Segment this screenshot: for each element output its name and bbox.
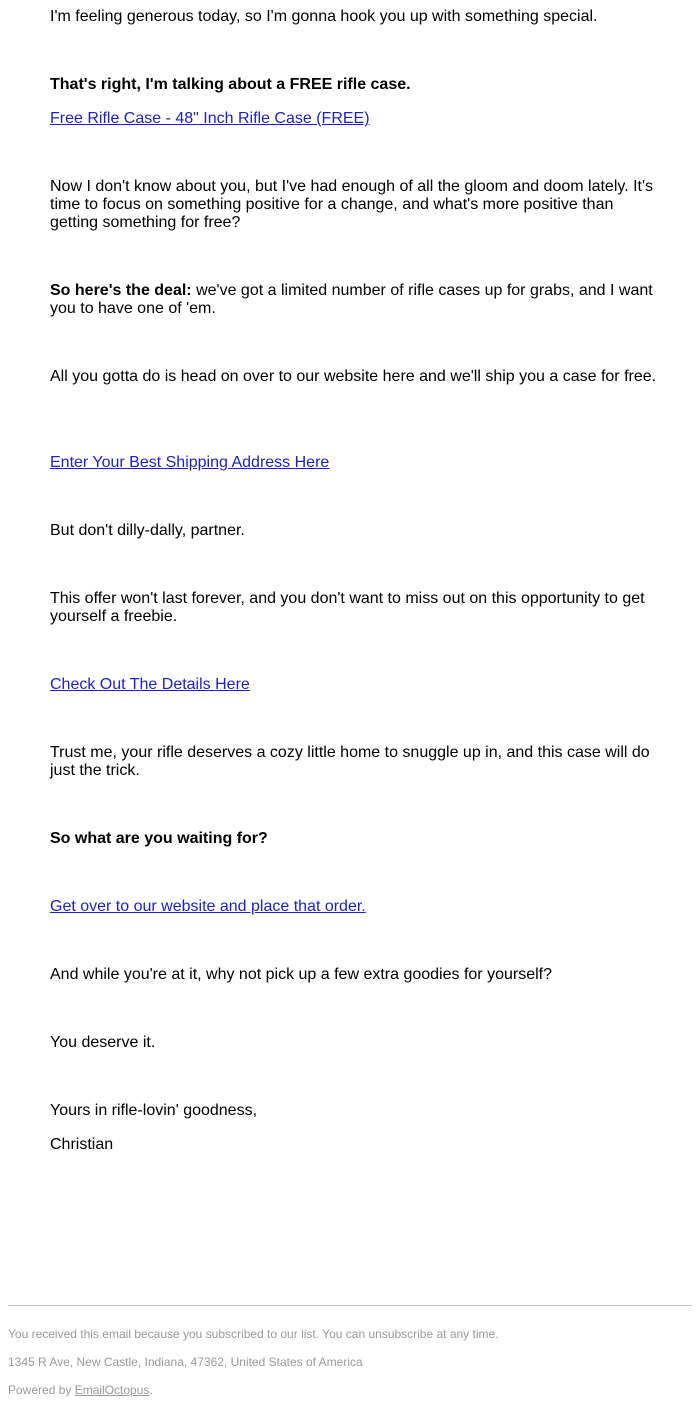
free-rifle-case-link[interactable]: Free Rifle Case - 48" Inch Rifle Case (FREE) xyxy=(50,110,370,127)
deal-paragraph xyxy=(50,282,660,318)
waiting-heading: So what are you waiting for? xyxy=(50,830,268,847)
emailoctopus-link[interactable]: EmailOctopus xyxy=(74,1383,150,1397)
deserve-paragraph: You deserve it. xyxy=(50,1034,156,1051)
gloom-paragraph: Now I don't know about you, but I've had enough of all the gloom and doom lately. It's time to focus on something positive for a change, and what's more positive than getting something for free? xyxy=(50,178,654,231)
head-over-paragraph: All you gotta do is head on over to our website here and we'll ship you a case for free. xyxy=(50,368,657,385)
footer-address: 1345 R Ave, New Castle, Indiana, 47362, United States of America xyxy=(8,1355,363,1369)
goodies-paragraph: And while you're at it, why not pick up a few extra goodies for yourself? xyxy=(50,966,552,983)
offer-link-row xyxy=(50,110,660,128)
deal-label: So here's the deal: xyxy=(50,282,192,299)
shipping-link-row xyxy=(50,454,660,472)
place-order-link[interactable]: Get over to our website and place that order. xyxy=(50,898,366,915)
trust-paragraph: Trust me, your rifle deserves a cozy little home to snuggle up in, and this case will do just the trick. xyxy=(50,744,650,779)
details-link-row xyxy=(50,676,660,694)
powered-by-prefix: Powered by xyxy=(8,1383,75,1397)
signature-text: Christian xyxy=(50,1136,114,1153)
shipping-address-link[interactable]: Enter Your Best Shipping Address Here xyxy=(50,454,330,471)
dilly-dally-paragraph: But don't dilly-dally, partner. xyxy=(50,522,245,539)
subscription-notice: You received this email because you subscribed to our list. You can unsubscribe at any time. xyxy=(8,1327,499,1341)
check-details-link[interactable]: Check Out The Details Here xyxy=(50,676,250,693)
order-link-row xyxy=(50,898,660,916)
offer-last-paragraph: This offer won't last forever, and you don't want to miss out on this opportunity to get yourself a freebie. xyxy=(50,590,645,625)
signoff-text: Yours in rifle-lovin' goodness, xyxy=(50,1102,258,1119)
powered-by-line xyxy=(8,1383,692,1397)
deal-text: we've got a limited number of rifle cases up for grabs, and I want you to have one of 'em. xyxy=(50,282,653,317)
footer-divider xyxy=(8,1305,692,1306)
headline-text: That's right, I'm talking about a FREE rifle case. xyxy=(50,76,411,93)
powered-by-suffix: . xyxy=(149,1383,153,1397)
intro-text: I'm feeling generous today, so I'm gonna hook you up with something special. xyxy=(50,8,598,25)
